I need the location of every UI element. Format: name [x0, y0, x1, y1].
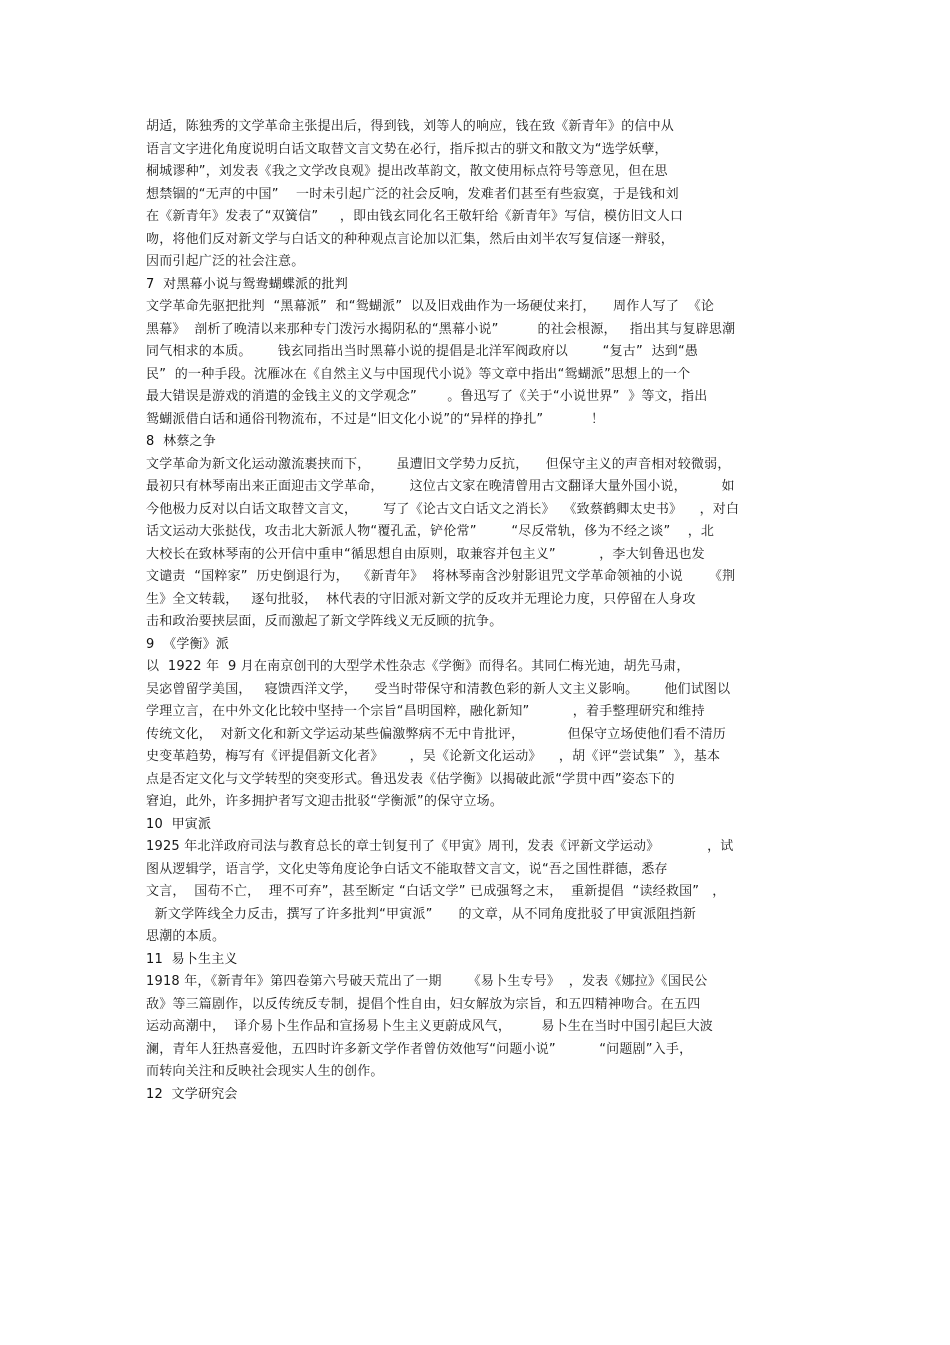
paragraph-line: 敌》等三篇剧作，以反传统反专制，提倡个性自由，妇女解放为宗旨，和五四精神吻合。在五四: [146, 996, 701, 1012]
paragraph-line: 吻，将他们反对新文学与白话文的种种观点言论加以汇集，然后由刘半农写复信逐一辩驳，: [146, 231, 675, 247]
paragraph-line: 最初只有林琴南出来正面迎击文学革命， 这位古文家在晚清曾用古文翻译大量外国小说， 如: [146, 479, 735, 494]
paragraph-line: 澜，青年人狂热喜爱他，五四时许多新文学作者曾仿效他写“问题小说” “问题剧”入手，: [146, 1041, 693, 1057]
paragraph-line: 以 1922 年 9 月在南京创刊的大型学术性杂志《学衡》而得名。其同仁梅光迪，胡先马肃，: [146, 659, 690, 674]
section-heading: 10 甲寅派: [146, 816, 212, 832]
section-heading: 12 文学研究会: [146, 1086, 238, 1102]
paragraph-line: 传统文化， 对新文化和新文学运动某些偏激弊病不无中肯批评， 但保守立场使他们看不清历: [146, 726, 726, 742]
paragraph-line: 文言， 国苟不亡， 理不可弃”，甚至断定 “白话文学” 已成强弩之末， 重新提倡 “读经救国” ，: [146, 884, 726, 899]
paragraph-line: 因而引起广泛的社会注意。: [146, 254, 305, 269]
paragraph-line: 点是否定文化与文学转型的突变形式。鲁迅发表《估学衡》以揭破此派“学贯中西”姿态下的: [146, 771, 675, 787]
paragraph-line: 而转向关注和反映社会现实人生的创作。: [146, 1064, 384, 1079]
paragraph-line: 同气相求的本质。 钱玄同指出当时黑幕小说的提倡是北洋军阀政府以 “复古” 达到“愚: [146, 344, 699, 359]
paragraph-line: 图从逻辑学，语言学，文化史等角度论争白话文不能取替文言文，说“吾之国性群德，悉存: [146, 861, 668, 877]
paragraph-line: 文谴责 “国粹家” 历史倒退行为， 《新青年》 将林琴南含沙射影诅咒文学革命领袖的小说 《荆: [146, 569, 736, 584]
paragraph-line: 今他极力反对以白话文取替文言文， 写了《论古文白话文之消长》 《致蔡鹤卿太史书》 ，对白: [146, 501, 740, 517]
paragraph-line: 1925 年北洋政府司法与教育总长的章士钊复刊了《甲寅》周刊，发表《评新文学运动》 ，试: [146, 839, 734, 854]
paragraph-line: 想禁锢的“无声的中国” 一时未引起广泛的社会反响，发难者们甚至有些寂寞，于是钱和刘: [146, 186, 679, 202]
paragraph-line: 新文学阵线全力反击，撰写了许多批判“甲寅派” 的文章，从不同角度批驳了甲寅派阻挡新: [146, 906, 697, 922]
section-heading: 7 对黑幕小说与鸳鸯蝴蝶派的批判: [146, 276, 348, 292]
paragraph-line: 桐城谬种”，刘发表《我之文学改良观》提出改革韵文，散文使用标点符号等意见，但在思: [146, 164, 668, 179]
section-heading: 8 林蔡之争: [146, 434, 216, 449]
paragraph-line: 窘迫，此外，许多拥护者写文迎击批驳“学衡派”的保守立场。: [146, 794, 504, 809]
paragraph-line: 文学革命先驱把批判 “黑幕派” 和“鸳蝴派” 以及旧戏曲作为一场硬仗来打， 周作人写了 《论: [146, 299, 715, 314]
paragraph-line: 话文运动大张挞伐，攻击北大新派人物“覆孔孟，铲伦常” “尽反常轨，侈为不经之谈” ，北: [146, 524, 715, 539]
paragraph-line: 击和政治要挟层面，反而激起了新文学阵线义无反顾的抗争。: [146, 614, 503, 629]
paragraph-line: 史变革趋势，梅写有《评提倡新文化者》 ，吴《论新文化运动》 ，胡《评“尝试集” 》，基本: [146, 749, 721, 764]
paragraph-line: 胡适，陈独秀的文学革命主张提出后，得到钱，刘等人的响应，钱在致《新青年》的信中从: [146, 119, 675, 134]
section-heading: 9 《学衡》派: [146, 636, 230, 652]
paragraph-line: 吴宓曾留学美国， 寝馈西洋文学， 受当时带保守和清教色彩的新人文主义影响。 他们试图以: [146, 681, 731, 697]
paragraph-line: 运动高潮中， 译介易卜生作品和宣扬易卜生主义更蔚成风气， 易卜生在当时中国引起巨大波: [146, 1019, 713, 1034]
paragraph-line: 文学革命为新文化运动激流裹挟而下， 虽遭旧文学势力反抗， 但保守主义的声音相对较微弱，: [146, 456, 731, 472]
paragraph-line: 民” 的一种手段。沈雁冰在《自然主义与中国现代小说》等文章中指出“鸳蝴派”思想上的一个: [146, 366, 691, 382]
paragraph-line: 鸳蝴派借白话和通俗刊物流布，不过是“旧文化小说”的“异样的挣扎” ！: [146, 411, 605, 427]
section-heading: 11 易卜生主义: [146, 951, 238, 967]
document-body: [146, 116, 826, 1106]
paragraph-line: 在《新青年》发表了“双簧信” ，即由钱玄同化名王敬轩给《新青年》写信，模仿旧文人口: [146, 209, 684, 224]
paragraph-line: 语言文字进化角度说明白话文取替文言文势在必行，指斥拟古的骈文和散文为“选学妖孽，: [146, 141, 668, 157]
paragraph-line: 1918 年，《新青年》第四卷第六号破天荒出了一期 《易卜生专号》 ，发表《娜拉》《国民公: [146, 974, 708, 989]
paragraph-line: 黑幕》 剖析了晚清以来那种专门泼污水揭阴私的“黑幕小说” 的社会根源， 指出其与复辟思潮: [146, 321, 736, 337]
paragraph-line: 思潮的本质。: [146, 929, 226, 944]
paragraph-line: 最大错误是游戏的消遣的金钱主义的文学观念” 。鲁迅写了《关于“小说世界” 》等文，指出: [146, 389, 708, 404]
paragraph-line: 生》全文转载， 逐句批驳， 林代表的守旧派对新文学的反攻并无理论力度，只停留在人身攻: [146, 591, 696, 607]
paragraph-line: 大校长在致林琴南的公开信中重申“循思想自由原则，取兼容并包主义” ，李大钊鲁迅也发: [146, 546, 705, 562]
paragraph-line: 学理立言，在中外文化比较中坚持一个宗旨“昌明国粹，融化新知” ，着手整理研究和维持: [146, 704, 705, 719]
